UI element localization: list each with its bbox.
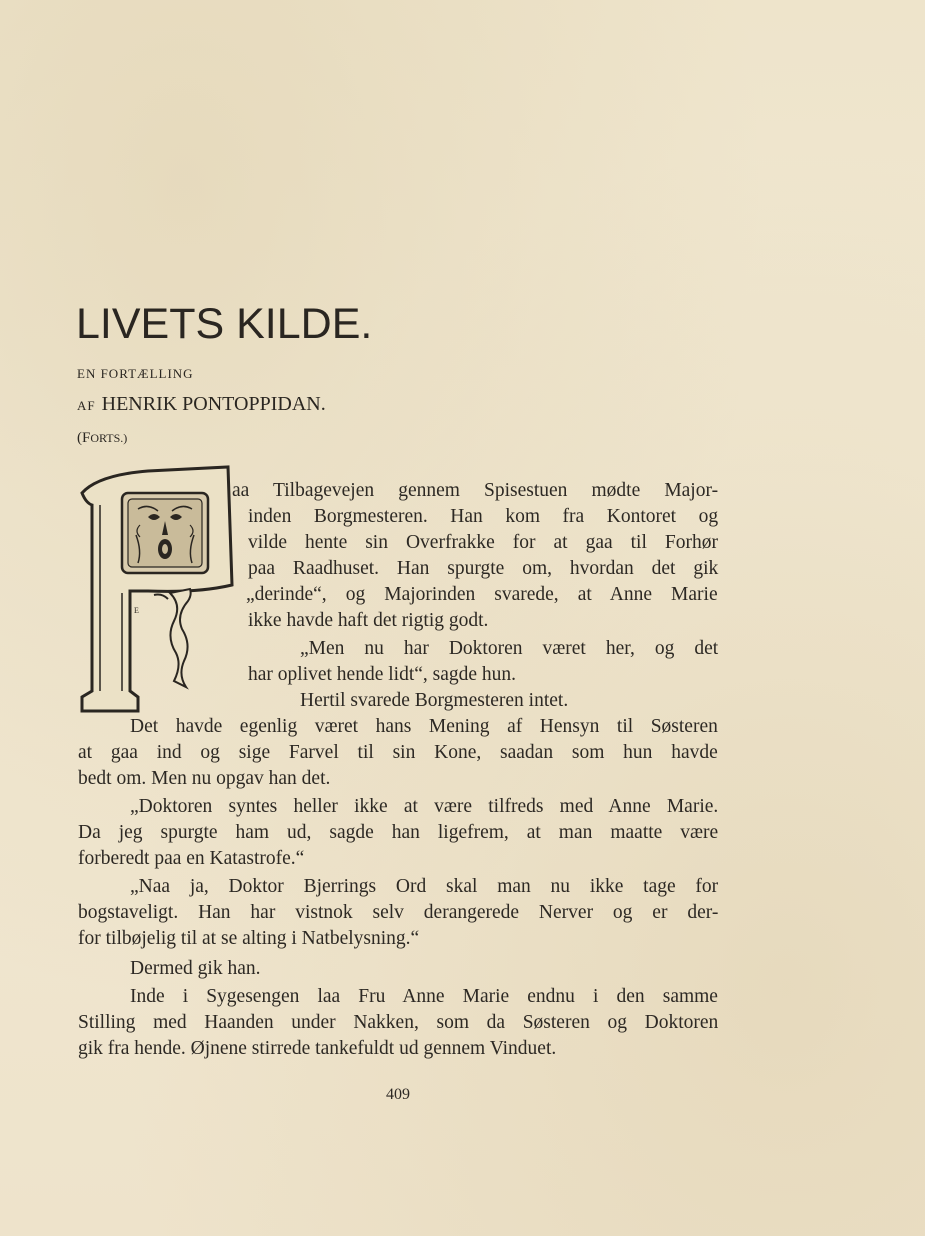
page-number: 409 [386,1086,410,1103]
text-line: Dermed gik han. [130,958,261,979]
text-line: paa Raadhuset. Han spurgte om, hvordan det gik [248,558,719,579]
dropcap-ornament [78,465,236,715]
continued-note-open: (F [77,430,91,446]
text-line: „Naa ja, Doktor Bjerrings Ord skal man nu ikke tage for [130,876,719,897]
story-subtitle: EN FORTÆLLING [77,366,194,381]
text-line: Hertil svarede Borgmesteren intet. [300,690,569,711]
text-line: inden Borgmesteren. Han kom fra Kontoret og [248,506,719,527]
text-line: vilde hente sin Overfrakke for at gaa til Forhør [248,532,718,553]
text-line: at gaa ind og sige Farvel til sin Kone, saadan som hun havde [78,742,718,763]
text-line: „Doktoren syntes heller ikke at være tilfreds med Anne Marie. [130,796,719,817]
text-line: ikke havde haft det rigtig godt. [248,610,489,631]
text-line: bedt om. Men nu opgav han det. [78,768,331,789]
text-line: har oplivet hende lidt“, sagde hun. [248,664,517,685]
continued-note-rest: ORTS.) [90,431,128,445]
text-line: gik fra hende. Øjnene stirrede tankefuldt ud gennem Vinduet. [78,1038,557,1059]
author-name: HENRIK PONTOPPIDAN. [101,393,326,415]
continued-note [77,430,127,447]
text-line: forberedt paa en Katastrofe.“ [78,848,305,869]
story-title: LIVETS KILDE. [76,300,373,348]
dropcap-tassel [170,589,191,687]
text-line: Da jeg spurgte ham ud, sagde han ligefrem, at man maatte være [78,822,719,843]
text-line: for tilbøjelig til at se alting i Natbelysning.“ [78,928,420,949]
text-line: bogstaveligt. Han har vistnok selv derangerede Nerver og er der- [78,902,719,923]
text-line: „derinde“, og Majorinden svarede, at Anne Marie [246,584,718,605]
svg-text:E: E [134,606,139,615]
text-line: Det havde egenlig været hans Mening af Hensyn til Søsteren [130,716,718,737]
text-line: Inde i Sygesengen laa Fru Anne Marie endnu i den samme [130,986,718,1007]
text-line: Stilling med Haanden under Nakken, som da Søsteren og Doktoren [78,1012,719,1033]
text-line: aa Tilbagevejen gennem Spisestuen mødte Major- [232,480,719,501]
text-line: „Men nu har Doktoren været her, og det [300,638,719,659]
author-prefix: AF [77,398,96,413]
author-line [77,393,326,416]
